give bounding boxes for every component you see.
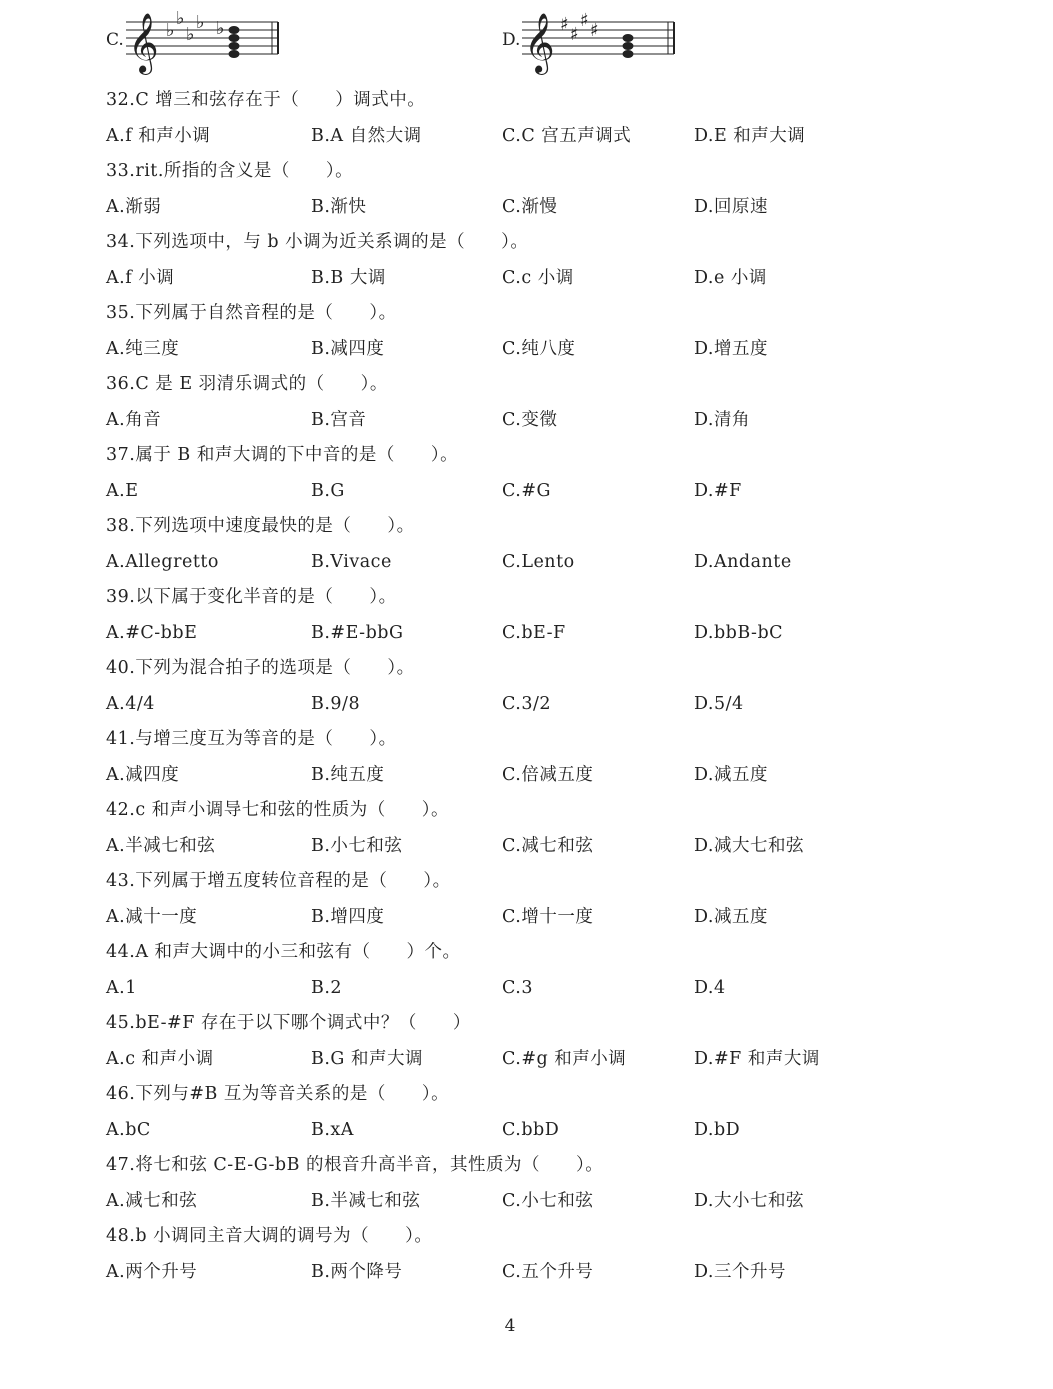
option-c: C.#g 和声小调 <box>502 1048 627 1069</box>
option-b: B.G <box>311 480 345 501</box>
option-d: D.Andante <box>694 551 792 572</box>
question-stem: 37.属于 B 和声大调的下中音的是（ ）。 <box>106 445 459 465</box>
option-b: B.增四度 <box>311 906 385 927</box>
question-stem: 48.b 小调同主音大调的调号为（ ）。 <box>106 1226 433 1246</box>
option-c: C.C 宫五声调式 <box>502 125 632 146</box>
option-a: A.半减七和弦 <box>106 835 216 856</box>
option-d: D.减五度 <box>694 764 768 785</box>
option-c: C.3/2 <box>502 693 551 714</box>
question-stem: 38.下列选项中速度最快的是（ ）。 <box>106 516 415 536</box>
option-c: C.bbD <box>502 1119 560 1140</box>
options-row <box>106 619 1006 655</box>
options-row <box>106 335 1006 371</box>
options-row <box>106 406 1006 442</box>
option-d: D.e 小调 <box>694 267 767 288</box>
option-c: C.增十一度 <box>502 906 594 927</box>
option-b: B.宫音 <box>311 409 367 430</box>
option-a: A.Allegretto <box>106 551 219 572</box>
treble-staff-flats-icon <box>124 4 284 76</box>
option-b: B.纯五度 <box>311 764 385 785</box>
option-a: A.bC <box>106 1119 151 1140</box>
option-c: C.倍减五度 <box>502 764 594 785</box>
question-stem: 39.以下属于变化半音的是（ ）。 <box>106 587 397 607</box>
options-row <box>106 974 1006 1010</box>
staff-option-d-label: D. <box>502 30 521 50</box>
staff-options-row <box>0 4 1053 76</box>
question-stem: 47.将七和弦 C-E-G-bB 的根音升高半音，其性质为（ ）。 <box>106 1155 604 1175</box>
option-a: A.1 <box>106 977 137 998</box>
option-a: A.#C-bbE <box>106 622 198 643</box>
options-row <box>106 193 1006 229</box>
options-row <box>106 1116 1006 1152</box>
question-stem: 32.C 增三和弦存在于（ ）调式中。 <box>106 90 426 110</box>
svg-text:𝄞: 𝄞 <box>524 13 555 73</box>
option-a: A.E <box>106 480 139 501</box>
svg-text:♭: ♭ <box>216 18 225 39</box>
option-d: D.减大七和弦 <box>694 835 804 856</box>
option-a: A.角音 <box>106 409 162 430</box>
option-a: A.渐弱 <box>106 196 162 217</box>
options-row <box>106 832 1006 868</box>
option-b: B.小七和弦 <box>311 835 403 856</box>
option-c: C.变徵 <box>502 409 558 430</box>
option-d: D.E 和声大调 <box>694 125 806 146</box>
option-d: D.回原速 <box>694 196 768 217</box>
option-d: D.4 <box>694 977 726 998</box>
question-stem: 35.下列属于自然音程的是（ ）。 <box>106 303 397 323</box>
page-number: 4 <box>504 1316 516 1336</box>
options-row <box>106 690 1006 726</box>
question-stem: 40.下列为混合拍子的选项是（ ）。 <box>106 658 415 678</box>
option-b: B.A 自然大调 <box>311 125 422 146</box>
option-b: B.#E-bbG <box>311 622 404 643</box>
option-a: A.减七和弦 <box>106 1190 198 1211</box>
question-list <box>106 86 1006 1293</box>
option-c: C.五个升号 <box>502 1261 594 1282</box>
option-c: C.c 小调 <box>502 267 574 288</box>
options-row <box>106 761 1006 797</box>
staff-option-c-label: C. <box>106 30 124 50</box>
option-b: B.两个降号 <box>311 1261 403 1282</box>
options-row <box>106 548 1006 584</box>
option-a: A.f 和声小调 <box>106 125 211 146</box>
question-stem: 36.C 是 E 羽清乐调式的（ ）。 <box>106 374 388 394</box>
option-d: D.大小七和弦 <box>694 1190 804 1211</box>
option-a: A.减十一度 <box>106 906 198 927</box>
option-c: C.bE-F <box>502 622 566 643</box>
option-b: B.Vivace <box>311 551 392 572</box>
options-row <box>106 1258 1006 1294</box>
option-c: C.#G <box>502 480 551 501</box>
svg-text:♯: ♯ <box>580 10 589 31</box>
option-a: A.4/4 <box>106 693 155 714</box>
option-a: A.减四度 <box>106 764 180 785</box>
option-a: A.纯三度 <box>106 338 180 359</box>
svg-text:♭: ♭ <box>196 12 205 33</box>
question-stem: 33.rit.所指的含义是（ ）。 <box>106 161 354 181</box>
question-stem: 42.c 和声小调导七和弦的性质为（ ）。 <box>106 800 449 820</box>
option-d: D.bD <box>694 1119 741 1140</box>
svg-text:♯: ♯ <box>560 14 569 35</box>
options-row <box>106 903 1006 939</box>
svg-text:♯: ♯ <box>590 20 599 41</box>
option-c: C.渐慢 <box>502 196 558 217</box>
option-c: C.减七和弦 <box>502 835 594 856</box>
option-c: C.纯八度 <box>502 338 576 359</box>
option-d: D.#F 和声大调 <box>694 1048 820 1069</box>
option-d: D.#F <box>694 480 742 501</box>
svg-text:♯: ♯ <box>570 24 579 45</box>
option-d: D.bbB-bC <box>694 622 784 643</box>
options-row <box>106 477 1006 513</box>
option-b: B.半减七和弦 <box>311 1190 421 1211</box>
options-row <box>106 1187 1006 1223</box>
svg-text:♭: ♭ <box>176 8 185 29</box>
question-stem: 43.下列属于增五度转位音程的是（ ）。 <box>106 871 451 891</box>
option-b: B.渐快 <box>311 196 367 217</box>
svg-text:♭: ♭ <box>166 20 175 41</box>
option-b: B.G 和声大调 <box>311 1048 423 1069</box>
question-stem: 44.A 和声大调中的小三和弦有（ ）个。 <box>106 942 461 962</box>
option-d: D.清角 <box>694 409 750 430</box>
option-c: C.Lento <box>502 551 575 572</box>
option-c: C.小七和弦 <box>502 1190 594 1211</box>
options-row <box>106 1045 1006 1081</box>
option-c: C.3 <box>502 977 533 998</box>
treble-staff-sharps-icon <box>520 4 680 76</box>
option-d: D.5/4 <box>694 693 744 714</box>
option-d: D.减五度 <box>694 906 768 927</box>
option-a: A.f 小调 <box>106 267 175 288</box>
option-b: B.9/8 <box>311 693 361 714</box>
options-row <box>106 122 1006 158</box>
option-d: D.增五度 <box>694 338 768 359</box>
question-stem: 34.下列选项中，与 b 小调为近关系调的是（ ）。 <box>106 232 529 252</box>
option-a: A.两个升号 <box>106 1261 198 1282</box>
svg-text:♭: ♭ <box>186 24 195 45</box>
question-stem: 46.下列与#B 互为等音关系的是（ ）。 <box>106 1084 450 1104</box>
option-b: B.xA <box>311 1119 354 1140</box>
svg-text:𝄞: 𝄞 <box>128 13 159 73</box>
question-stem: 41.与增三度互为等音的是（ ）。 <box>106 729 397 749</box>
option-d: D.三个升号 <box>694 1261 786 1282</box>
option-b: B.减四度 <box>311 338 385 359</box>
options-row <box>106 264 1006 300</box>
option-b: B.B 大调 <box>311 267 386 288</box>
question-stem: 45.bE-#F 存在于以下哪个调式中？（ ） <box>106 1013 471 1033</box>
option-b: B.2 <box>311 977 343 998</box>
option-a: A.c 和声小调 <box>106 1048 214 1069</box>
